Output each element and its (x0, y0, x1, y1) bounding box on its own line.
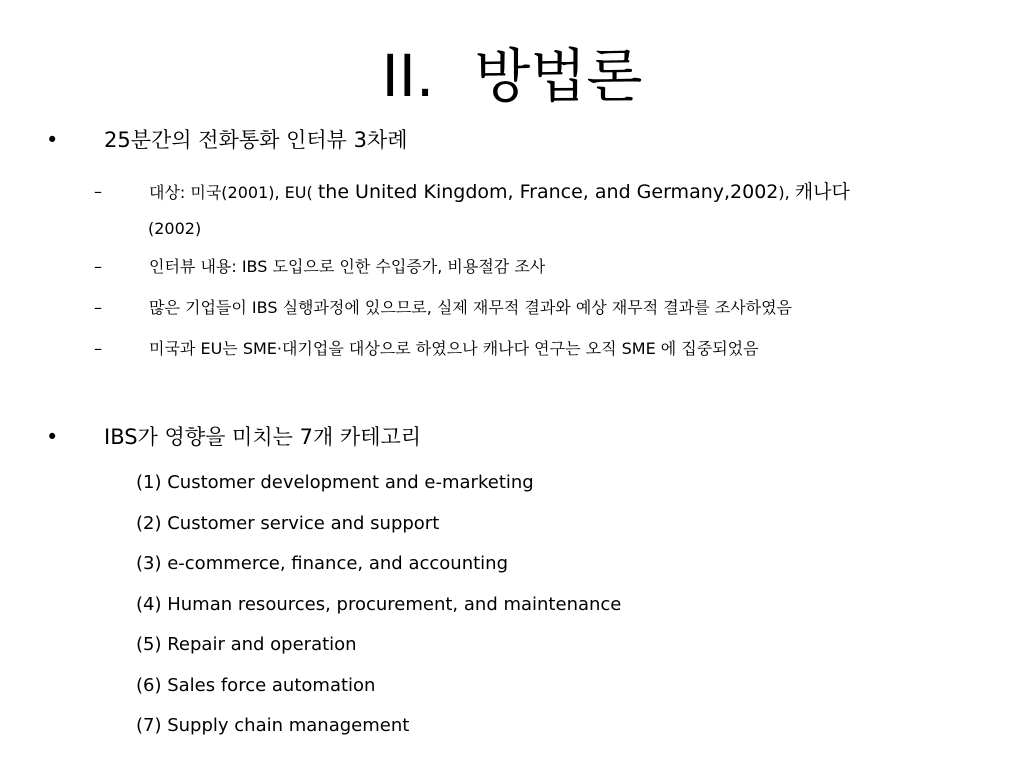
sub-highlight: the United Kingdom, France, and Germany,2002 (317, 181, 779, 203)
category-item: (4) Human resources, procurement, and maintenance (136, 594, 622, 615)
subitem-targets-continuation: (2002) (148, 219, 202, 238)
category-item: (6) Sales force automation (136, 675, 376, 696)
sub-text: 미국과 EU는 SME·대기업을 대상으로 하였으나 캐나다 연구는 오직 SME 에 집중되었음 (149, 339, 759, 358)
category-item: (3) e-commerce, finance, and accounting (136, 553, 508, 574)
sub-text (149, 180, 850, 205)
sub-marker: – (94, 182, 102, 201)
category-item: (7) Supply chain management (136, 715, 410, 736)
bullet-marker: • (46, 425, 59, 449)
category-item: (1) Customer development and e-marketing (136, 472, 534, 493)
slide-title (0, 38, 1024, 114)
sub-marker: – (94, 298, 102, 317)
sub-text: 인터뷰 내용: IBS 도입으로 인한 수입증가, 비용절감 조사 (149, 257, 546, 276)
sub-marker: – (94, 339, 102, 358)
bullet-text: IBS가 영향을 미치는 7개 카테고리 (104, 425, 422, 449)
sub-text: 많은 기업들이 IBS 실행과정에 있으므로, 실제 재무적 결과와 예상 재무적 결과를 조사하였음 (149, 298, 793, 317)
bullet-text: 25분간의 전화통화 인터뷰 3차례 (104, 128, 408, 152)
sub-suffix-big: 캐나다 (794, 181, 850, 203)
title-number: II. (381, 42, 435, 110)
category-item: (5) Repair and operation (136, 634, 357, 655)
sub-prefix: 대상: 미국(2001), EU( (149, 183, 318, 202)
bullet-marker: • (46, 128, 59, 152)
sub-suffix-small: ), (778, 183, 795, 202)
category-item: (2) Customer service and support (136, 513, 440, 534)
title-text: 방법론 (474, 42, 643, 110)
sub-marker: – (94, 257, 102, 276)
